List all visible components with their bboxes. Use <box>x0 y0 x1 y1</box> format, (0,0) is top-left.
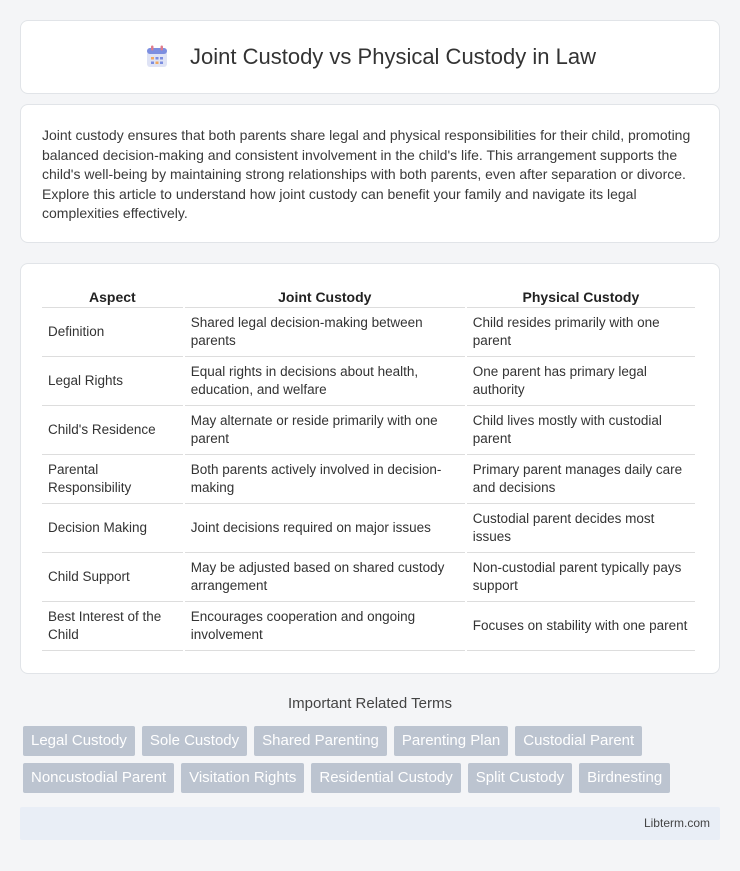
comparison-table <box>40 286 697 651</box>
comparison-table-card <box>20 263 720 674</box>
table-row <box>42 308 695 357</box>
cell-joint: Shared legal decision-making between parents <box>185 308 465 357</box>
cell-physical: Child lives mostly with custodial parent <box>467 406 695 455</box>
table-row <box>42 455 695 504</box>
cell-physical: Custodial parent decides most issues <box>467 504 695 553</box>
tag-row <box>23 763 723 793</box>
footer <box>20 807 720 840</box>
cell-joint: Encourages cooperation and ongoing involvement <box>185 602 465 651</box>
cell-aspect: Best Interest of the Child <box>42 602 183 651</box>
header-aspect: Aspect <box>42 286 183 308</box>
cell-aspect: Decision Making <box>42 504 183 553</box>
calendar-icon <box>144 44 170 70</box>
cell-joint: Both parents actively involved in decision-making <box>185 455 465 504</box>
cell-aspect: Child's Residence <box>42 406 183 455</box>
cell-aspect: Parental Responsibility <box>42 455 183 504</box>
table-row <box>42 553 695 602</box>
intro-text: Joint custody ensures that both parents share legal and physical responsibilities for their child, promoting balanced decision-making and consistent involvement in the child's life. This arrangement supports the child's well-being by maintaining strong relationships with both parents, even after separation or divorce. Explore this article to understand how joint custody can benefit your family and navigate its legal complexities effectively. <box>42 127 691 221</box>
tag-split-custody[interactable]: Split Custody <box>468 763 572 793</box>
tag-parenting-plan[interactable]: Parenting Plan <box>394 726 508 756</box>
footer-site-link[interactable]: Libterm.com <box>643 816 710 830</box>
page-title: Joint Custody vs Physical Custody in Law <box>190 44 596 69</box>
tag-row <box>23 726 723 756</box>
intro-card <box>20 104 720 243</box>
tag-birdnesting[interactable]: Birdnesting <box>579 763 670 793</box>
tag-shared-parenting[interactable]: Shared Parenting <box>254 726 387 756</box>
cell-aspect: Legal Rights <box>42 357 183 406</box>
cell-aspect: Definition <box>42 308 183 357</box>
cell-joint: May alternate or reside primarily with one parent <box>185 406 465 455</box>
tag-residential-custody[interactable]: Residential Custody <box>311 763 460 793</box>
cell-joint: Equal rights in decisions about health, education, and welfare <box>185 357 465 406</box>
tag-visitation-rights[interactable]: Visitation Rights <box>181 763 304 793</box>
cell-physical: One parent has primary legal authority <box>467 357 695 406</box>
cell-joint: Joint decisions required on major issues <box>185 504 465 553</box>
tag-custodial-parent[interactable]: Custodial Parent <box>515 726 642 756</box>
header-physical-custody: Physical Custody <box>467 286 695 308</box>
related-terms-tags <box>23 726 723 800</box>
tag-sole-custody[interactable]: Sole Custody <box>142 726 247 756</box>
cell-aspect: Child Support <box>42 553 183 602</box>
header-joint-custody: Joint Custody <box>185 286 465 308</box>
cell-joint: May be adjusted based on shared custody arrangement <box>185 553 465 602</box>
table-row <box>42 357 695 406</box>
table-row <box>42 406 695 455</box>
cell-physical: Focuses on stability with one parent <box>467 602 695 651</box>
cell-physical: Non-custodial parent typically pays support <box>467 553 695 602</box>
tag-noncustodial-parent[interactable]: Noncustodial Parent <box>23 763 174 793</box>
table-header-row <box>42 286 695 308</box>
related-terms-title: Important Related Terms <box>288 695 452 712</box>
title-card <box>20 20 720 94</box>
tag-legal-custody[interactable]: Legal Custody <box>23 726 135 756</box>
table-row <box>42 602 695 651</box>
cell-physical: Child resides primarily with one parent <box>467 308 695 357</box>
cell-physical: Primary parent manages daily care and decisions <box>467 455 695 504</box>
table-row <box>42 504 695 553</box>
